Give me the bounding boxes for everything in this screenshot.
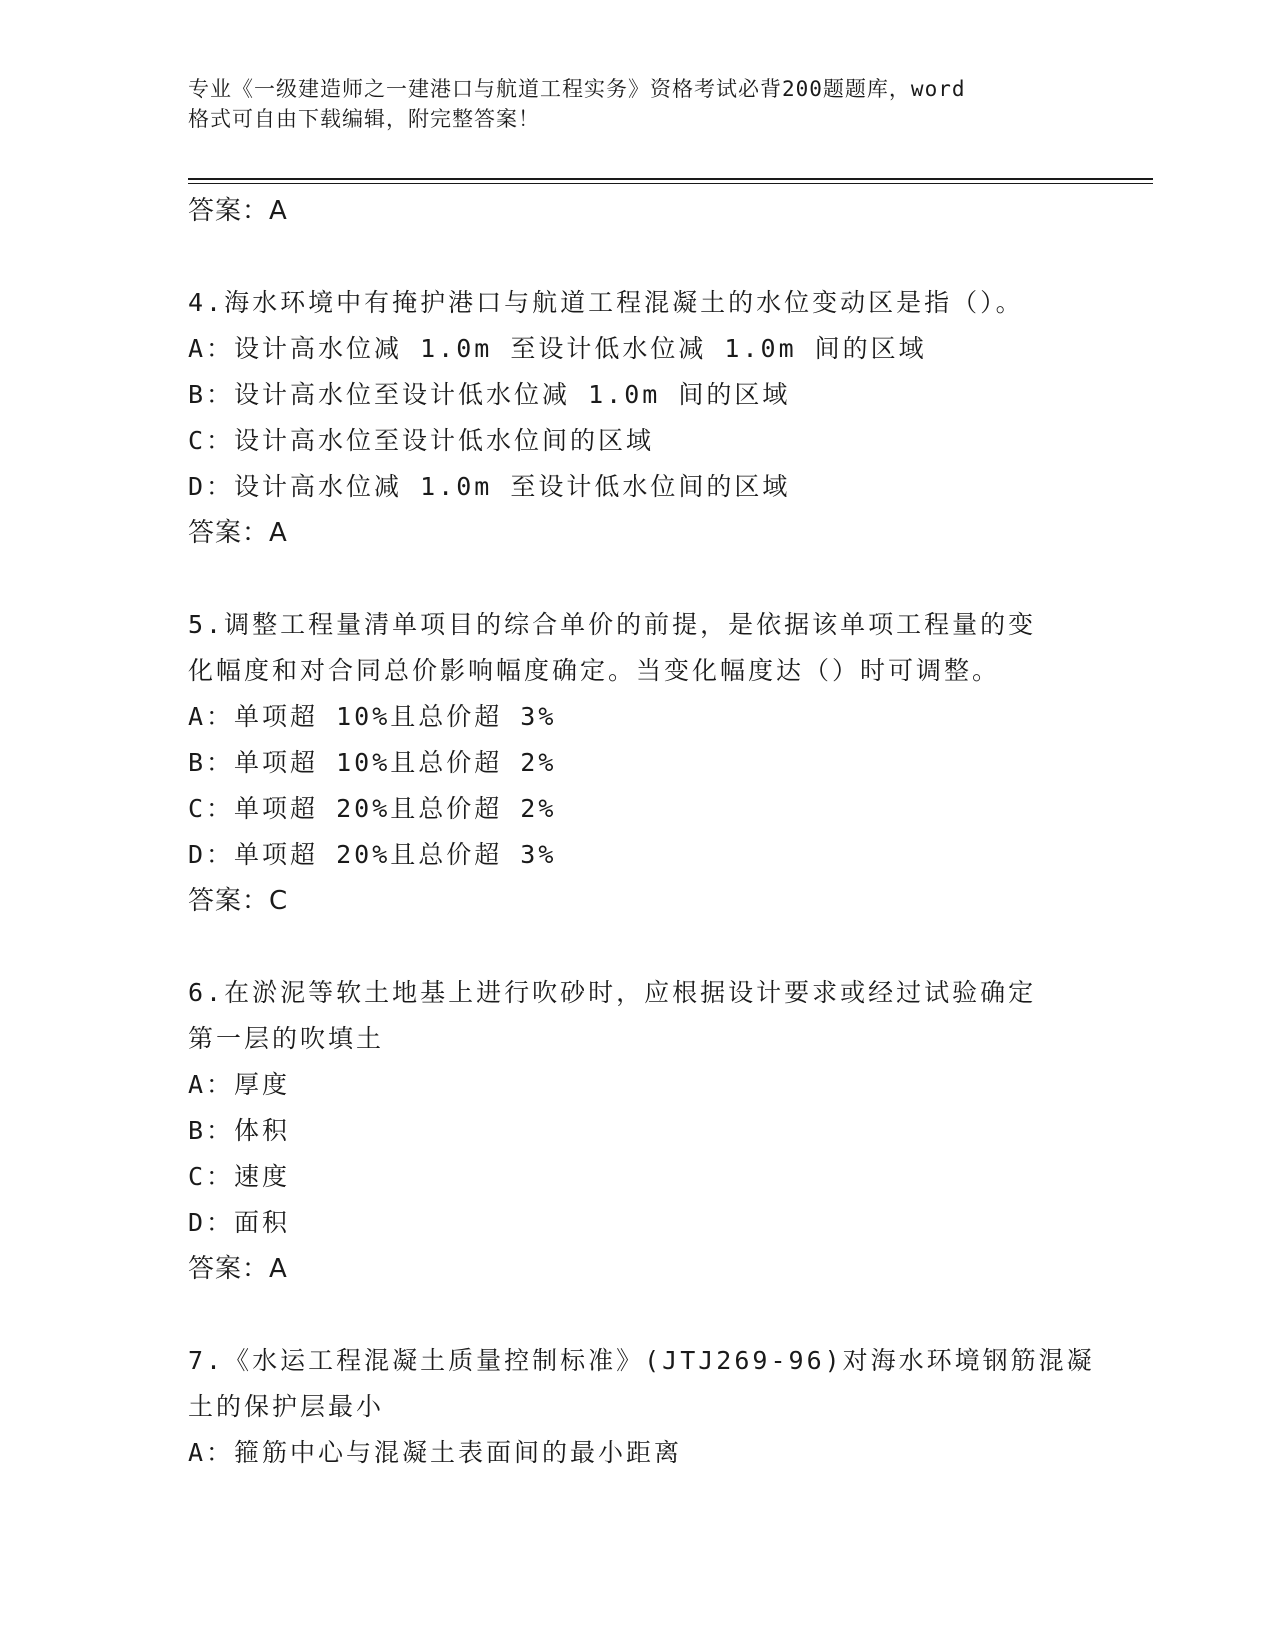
- document-header: [188, 74, 1088, 134]
- option-b: B：设计高水位至设计低水位减 1.0m 间的区域: [188, 380, 791, 409]
- header-line-1: 专业《一级建造师之一建港口与航道工程实务》资格考试必背200题题库，word: [188, 77, 966, 101]
- question-stem-line: 4.海水环境中有掩护港口与航道工程混凝土的水位变动区是指（）。: [188, 288, 1024, 317]
- question-block: [188, 970, 1088, 1292]
- question-list: [188, 188, 1095, 1476]
- option-d: D：设计高水位减 1.0m 至设计低水位间的区域: [188, 472, 791, 501]
- question-stem-line: 土的保护层最小: [188, 1392, 385, 1421]
- question-block: [188, 280, 1088, 556]
- spacer: [188, 234, 1088, 280]
- option-c: C：单项超 20%且总价超 2%: [188, 794, 557, 823]
- option-a: A：箍筋中心与混凝土表面间的最小距离: [188, 1438, 683, 1467]
- option-c: C：设计高水位至设计低水位间的区域: [188, 426, 655, 455]
- header-divider-thick: [188, 178, 1153, 180]
- spacer: [188, 924, 1088, 970]
- option-d: D：单项超 20%且总价超 3%: [188, 840, 557, 869]
- header-line-2: 格式可自由下载编辑，附完整答案！: [188, 107, 540, 131]
- option-a: A：厚度: [188, 1070, 291, 1099]
- option-b: B：单项超 10%且总价超 2%: [188, 748, 557, 777]
- question-block: [188, 1338, 1095, 1476]
- option-c: C：速度: [188, 1162, 291, 1191]
- question-stem-line: 第一层的吹填土: [188, 1024, 385, 1053]
- question-stem-line: 6.在淤泥等软土地基上进行吹砂时，应根据设计要求或经过试验确定: [188, 978, 1037, 1007]
- option-a: A：单项超 10%且总价超 3%: [188, 702, 557, 731]
- option-d: D：面积: [188, 1208, 291, 1237]
- spacer: [188, 1292, 1088, 1338]
- answer-line: 答案：A: [188, 518, 288, 548]
- spacer: [188, 556, 1088, 602]
- option-b: B：体积: [188, 1116, 291, 1145]
- answer-line: 答案：C: [188, 886, 289, 916]
- question-stem-line: 7.《水运工程混凝土质量控制标准》(JTJ269-96)对海水环境钢筋混凝: [188, 1346, 1095, 1375]
- question-stem-line: 化幅度和对合同总价影响幅度确定。当变化幅度达（）时可调整。: [188, 656, 1001, 685]
- answer-line: 答案：A: [188, 196, 288, 226]
- question-block: [188, 602, 1088, 924]
- header-divider-thin: [188, 183, 1153, 184]
- question-stem-line: 5.调整工程量清单项目的综合单价的前提，是依据该单项工程量的变: [188, 610, 1037, 639]
- option-a: A：设计高水位减 1.0m 至设计低水位减 1.0m 间的区域: [188, 334, 927, 363]
- answer-line: 答案：A: [188, 1254, 288, 1284]
